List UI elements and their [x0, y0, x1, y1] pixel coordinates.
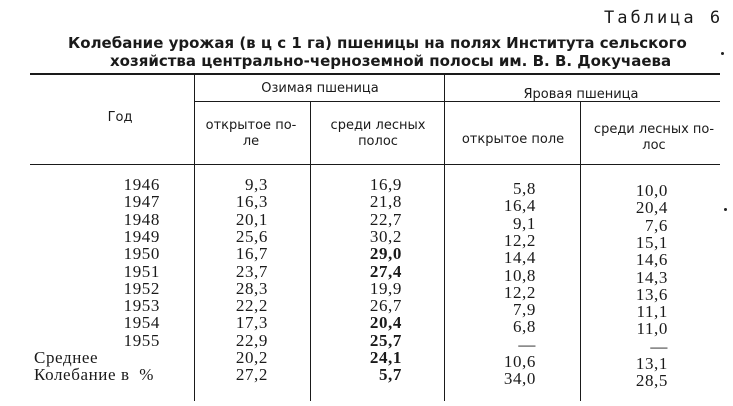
- header-year: Год: [107, 110, 133, 125]
- cell-spring-open: 12,2: [503, 282, 536, 302]
- cell-spring-forest: 7,6: [644, 215, 668, 235]
- cell-spring-open: 34,0: [503, 369, 536, 389]
- cell-winter-open: 16,7: [235, 244, 268, 264]
- cell-spring-forest: 10,0: [635, 181, 668, 200]
- cell-winter-forest: 27,4: [369, 261, 402, 281]
- header-spring-forest-strips-line1: среди лесных по-: [593, 122, 715, 137]
- row-year: 1946: [123, 175, 160, 194]
- cell-winter-forest: 21,8: [369, 192, 402, 212]
- header-spring-forest-strips: [584, 122, 724, 154]
- cell-spring-open: 5,8: [512, 179, 536, 198]
- cell-spring-forest: 13,1: [635, 354, 668, 373]
- table-title-line1: Колебание урожая (в ц с 1 га) пшеницы на полях Института сельского: [68, 34, 687, 52]
- cell-winter-open: 23,7: [235, 261, 268, 281]
- divider-year: [194, 75, 195, 401]
- cell-spring-forest: 20,4: [635, 198, 668, 218]
- row-year: 1949: [123, 226, 160, 246]
- cell-spring-forest: 11,0: [636, 319, 668, 339]
- row-year: 1950: [123, 244, 160, 264]
- cell-spring-forest: 14,6: [635, 250, 668, 270]
- cell-winter-forest: 26,7: [369, 296, 402, 316]
- cell-spring-forest: 11,1: [636, 302, 668, 322]
- cell-spring-open: 6,8: [512, 317, 536, 337]
- cell-winter-open: 25,6: [235, 226, 268, 246]
- cell-winter-forest: 22,7: [369, 209, 402, 229]
- header-winter-forest-strips-line2: полос: [358, 134, 398, 149]
- divider-winter-mid: [310, 101, 311, 401]
- row-year: 1953: [123, 296, 160, 316]
- header-winter-forest-strips: [316, 118, 440, 150]
- cell-winter-forest: 20,4: [369, 313, 402, 333]
- summary-label: Среднее: [34, 348, 99, 367]
- cell-winter-open: 28,3: [235, 278, 268, 298]
- cell-winter-forest: 16,9: [369, 175, 402, 194]
- cell-winter-forest: 19,9: [369, 278, 402, 298]
- margin-dot-top: [721, 52, 724, 55]
- header-winter-wheat: Озимая пшеница: [261, 81, 379, 96]
- divider-spring-mid: [580, 101, 581, 401]
- cell-spring-open: 10,6: [503, 352, 536, 371]
- row-year: 1951: [123, 261, 160, 281]
- row-year: 1952: [123, 278, 160, 298]
- header-winter-open-field-line1: открытое по-: [205, 118, 297, 133]
- table-title-line2: хозяйства центрально-черноземной полосы им. В. В. Докучаева: [110, 52, 672, 70]
- row-year: 1948: [123, 209, 160, 229]
- row-year: 1947: [123, 192, 160, 212]
- row-year: 1954: [123, 313, 160, 333]
- cell-spring-open: 16,4: [503, 196, 536, 216]
- cell-spring-open: 14,4: [503, 248, 536, 268]
- cell-winter-open: 9,3: [244, 175, 268, 194]
- header-spring-open-field: открытое поле: [461, 132, 565, 147]
- cell-spring-open: —: [518, 334, 536, 354]
- cell-spring-forest: 15,1: [635, 232, 668, 252]
- header-spring-forest-strips-line2: лос: [642, 138, 666, 153]
- cell-winter-open: 27,2: [235, 365, 268, 385]
- cell-winter-open: 22,2: [235, 296, 268, 316]
- cell-winter-open: 16,3: [235, 192, 268, 212]
- cell-winter-forest: 24,1: [369, 348, 402, 367]
- top-rule: [30, 73, 720, 75]
- cell-winter-forest: 29,0: [369, 244, 402, 264]
- cell-winter-open: 17,3: [235, 313, 268, 333]
- row-year: 1955: [123, 330, 160, 350]
- cell-spring-forest: —: [650, 336, 668, 356]
- divider-winter-spring: [444, 75, 445, 401]
- cell-spring-open: 7,9: [512, 300, 536, 320]
- cell-spring-open: 9,1: [512, 213, 536, 233]
- header-winter-open-field-line2: ле: [242, 134, 260, 149]
- header-spring-wheat: Яровая пшеница: [523, 87, 639, 102]
- cell-winter-forest: 5,7: [378, 365, 402, 385]
- cell-winter-forest: 30,2: [369, 226, 402, 246]
- header-winter-open-field: [196, 118, 306, 150]
- cell-spring-open: 12,2: [503, 230, 536, 250]
- cell-winter-forest: 25,7: [369, 330, 402, 350]
- cell-spring-open: 10,8: [503, 265, 536, 285]
- header-bottom-rule: [30, 164, 720, 165]
- cell-winter-open: 22,9: [235, 330, 268, 350]
- summary-label: Колебание в %: [34, 365, 155, 385]
- margin-dot-mid: [724, 208, 727, 211]
- cell-winter-open: 20,2: [235, 348, 268, 367]
- cell-winter-open: 20,1: [235, 209, 268, 229]
- table-label: Таблица 6: [604, 8, 724, 28]
- header-winter-forest-strips-line1: среди лесных: [330, 118, 426, 133]
- cell-spring-forest: 13,6: [635, 284, 668, 304]
- cell-spring-forest: 28,5: [635, 371, 668, 391]
- cell-spring-forest: 14,3: [635, 267, 668, 287]
